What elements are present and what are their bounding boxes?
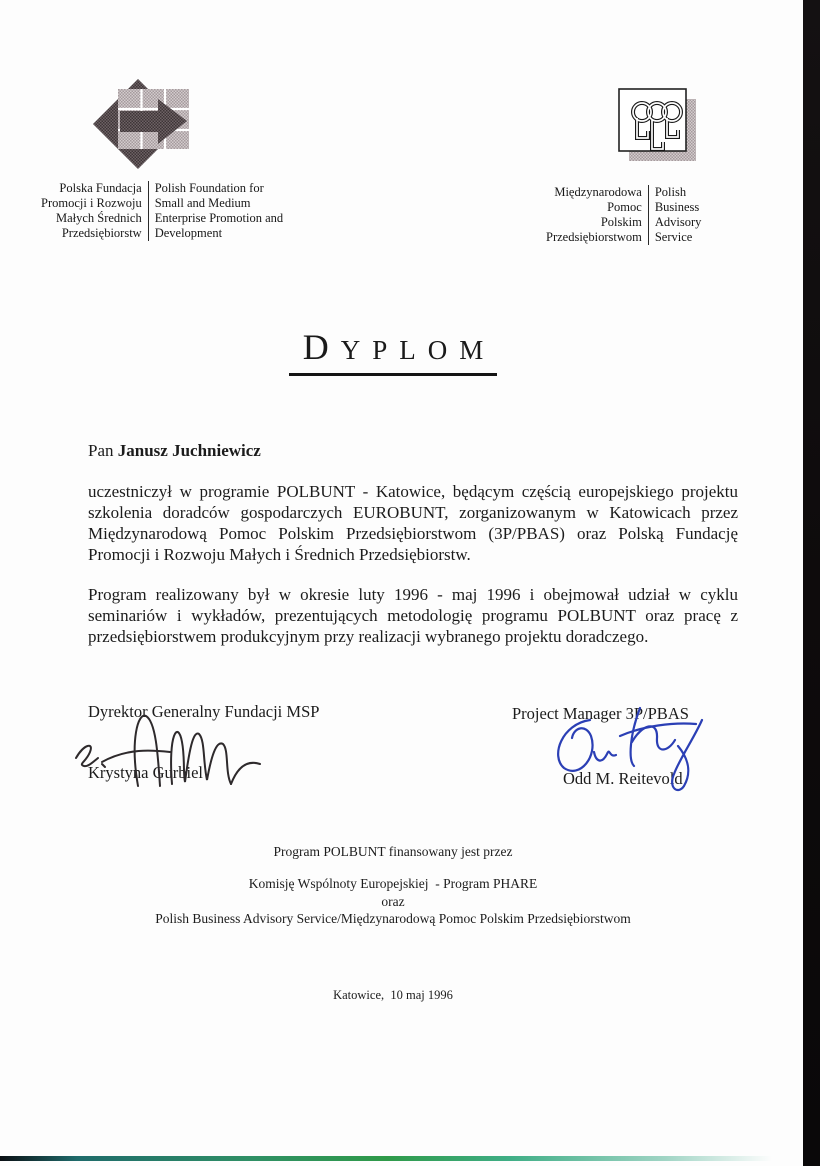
date-line: Katowice, 10 maj 1996: [333, 988, 453, 1002]
pbas-logo: [616, 86, 708, 170]
title-first-letter: D: [302, 327, 341, 367]
scan-edge-right: [803, 0, 820, 1166]
caption-line: Małych Średnich: [55, 211, 142, 225]
page-title: [289, 326, 498, 376]
footer-oraz: oraz: [381, 894, 405, 909]
caption-line: Business: [654, 200, 700, 214]
body-paragraph-2: Program realizowany był w okresie luty 1996 - maj 1996 i obejmował udział w cyklu seminariów i wykładów, prezentujących metodologię programu POLBUNT oraz pracę z przedsiębiorstwem produkcyjnym przy realizacji wybranego projektu doradczego.: [88, 585, 738, 646]
msp-foundation-logo: [88, 74, 213, 184]
footer-funding-line: Program POLBUNT finansowany jest przez: [273, 844, 513, 859]
left-org-english: [148, 181, 283, 241]
right-signature-ink: [528, 694, 733, 799]
caption-line: Small and Medium: [154, 196, 251, 210]
recipient-line: [88, 441, 261, 461]
left-org-polish: [41, 181, 148, 241]
right-signature-title: Project Manager 3P/PBAS: [512, 704, 689, 723]
footer-funder-2: Polish Business Advisory Service/Międzynarodową Pomoc Polskim Przedsiębiorstwom: [155, 911, 631, 926]
body-paragraph-1: uczestniczył w programie POLBUNT - Katowice, będącym częścią europejskiego projektu szkolenia doradców gospodarczych EUROBUNT, zorganizowanym w Katowicach przez Międzynarodową Pomoc Polskim Przedsiębiorstwom (3P/PBAS) oraz Polską Fundację Promocji i Rozwoju Małych i Średnich Przedsiębiorstw.: [88, 482, 738, 564]
scan-edge-bottom: [0, 1156, 772, 1161]
left-signature-ink: [72, 700, 302, 795]
caption-line: Pomoc: [607, 200, 642, 214]
caption-line: Advisory: [654, 215, 702, 229]
right-signature-name: Odd M. Reitevold: [563, 769, 683, 788]
right-org-caption: [546, 185, 701, 245]
caption-line: Przedsiębiorstw: [61, 226, 142, 240]
left-signature-title: Dyrektor Generalny Fundacji MSP: [88, 702, 320, 721]
caption-line: Polskim: [600, 215, 642, 229]
caption-line: Międzynarodowa: [554, 185, 642, 199]
title-rest: YPLOM: [340, 335, 496, 365]
caption-line: Polska Fundacja: [59, 181, 142, 195]
title-wrap: [0, 326, 786, 376]
footer-funder-1: Komisję Wspólnoty Europejskiej - Program PHARE: [248, 876, 538, 891]
caption-line: Service: [654, 230, 693, 244]
recipient-prefix: Pan: [88, 441, 114, 460]
caption-line: Promocji i Rozwoju: [41, 196, 142, 210]
caption-line: Enterprise Promotion and: [154, 211, 284, 225]
caption-line: Development: [154, 226, 223, 240]
right-org-english: [648, 185, 702, 245]
caption-line: Polish: [654, 185, 687, 199]
recipient-name: Janusz Juchniewicz: [117, 441, 261, 460]
left-signature-name: Krystyna Gurbiel: [88, 763, 204, 782]
caption-line: Polish Foundation for: [154, 181, 264, 195]
right-org-polish: [546, 185, 648, 245]
left-org-caption: [41, 181, 283, 241]
caption-line: Przedsiębiorstwom: [546, 230, 642, 244]
